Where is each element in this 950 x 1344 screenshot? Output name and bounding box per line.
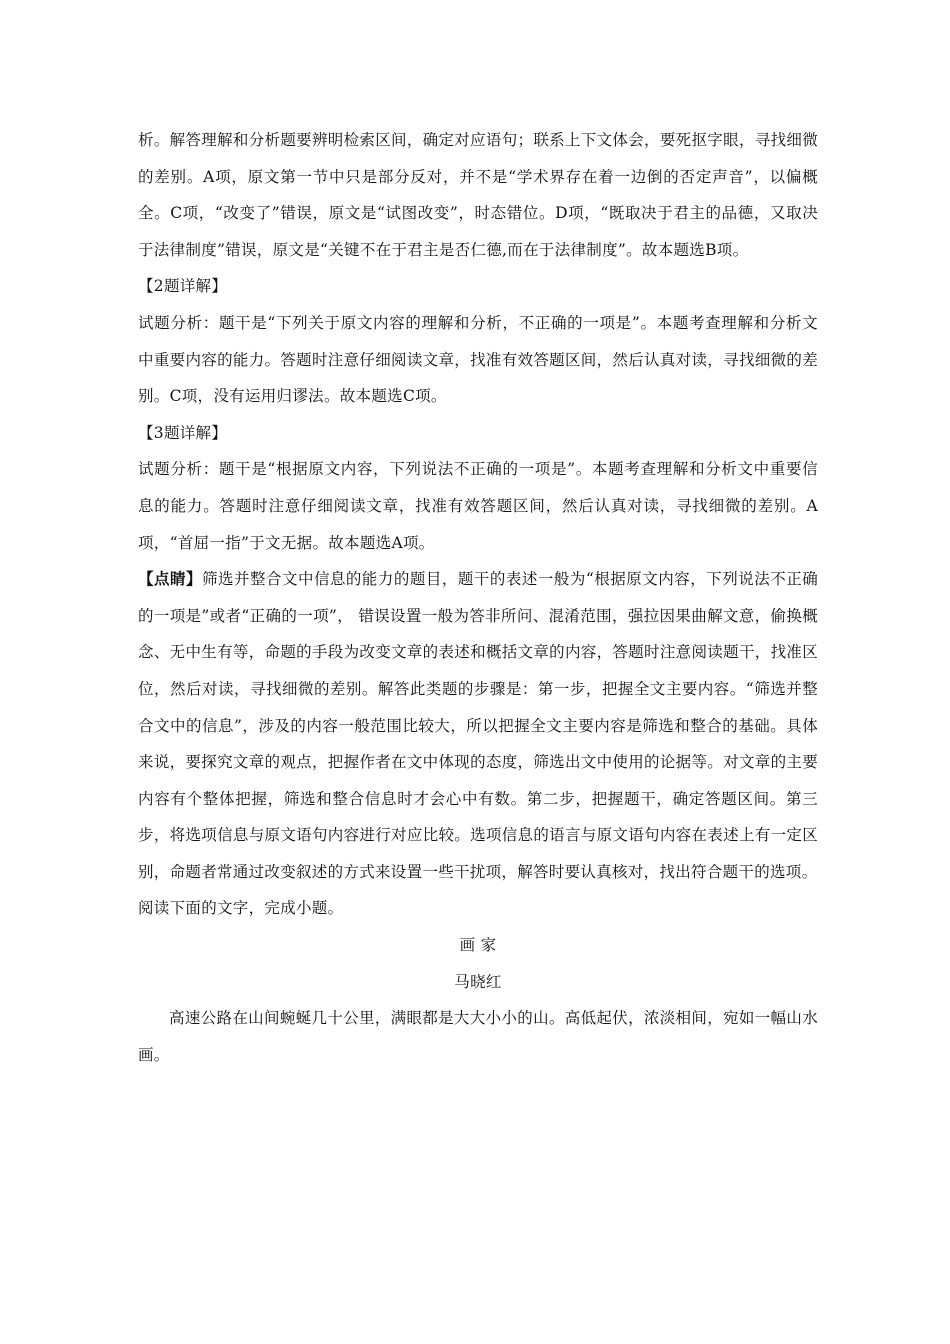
answer-analysis-1: 析。解答理解和分析题要辨明检索区间，确定对应语句；联系上下文体会，要死抠字眼，寻找细微的差别。A项，原文第一节中只是部分反对，并不是“学术界存在着一边倒的否定声音”，以偏概全。C项，“改变了”错误，原文是“试图改变”，时态错位。D项，“既取决于君主的品德，又取决于法律制度”错误，原文是“关键不在于君主是否仁德,而在于法律制度”。故本题选B项。 xyxy=(138,131,818,259)
story-title: 画 家 xyxy=(459,936,497,955)
tip-paragraph xyxy=(138,561,818,890)
tip-text: 筛选并整合文中信息的能力的题目，题干的表述一般为“根据原文内容，下列说法不正确的一项是”或者“正确的一项”， 错误设置一般为答非所问、混淆范围，强拉因果曲解文意，偷换概念、无中生有等，命题的手段为改变文章的表述和概括文章的内容，答题时注意阅读题干，找准区位，然后对读，寻找细微的差别。解答此类题的步骤是：第一步，把握全文主要内容。“筛选并整合文中的信息”，涉及的内容一般范围比较大，所以把握全文主要内容是筛选和整合的基础。具体来说，要探究文章的观点，把握作者在文中体现的态度，筛选出文中使用的论据等。对文章的主要内容有个整体把握，筛选和整合信息时才会心中有数。第二步，把握题干，确定答题区间。第三步，将选项信息与原文语句内容进行对应比较。选项信息的语言与原文语句内容在表述上有一定区别，命题者常通过改变叙述的方式来设置一些干扰项，解答时要认真核对，找出符合题干的选项。 xyxy=(138,570,818,881)
question-3-heading: 【3题详解】 xyxy=(138,423,228,442)
answer-analysis-2: 试题分析：题干是“下列关于原文内容的理解和分析，不正确的一项是”。本题考查理解和分析文中重要内容的能力。答题时注意仔细阅读文章，找准有效答题区间，然后认真对读，寻找细微的差别。C项，没有运用归谬法。故本题选C项。 xyxy=(138,313,818,406)
question-2-heading: 【2题详解】 xyxy=(138,277,228,296)
story-paragraph-1: 高速公路在山间蜿蜒几十公里，满眼都是大大小小的山。高低起伏，浓淡相间，宛如一幅山水画。 xyxy=(138,1009,818,1064)
document-body xyxy=(138,122,818,1073)
tip-label: 【点睛】 xyxy=(138,569,202,589)
answer-analysis-3: 试题分析：题干是“根据原文内容，下列说法不正确的一项是”。本题考查理解和分析文中重要信息的能力。答题时注意仔细阅读文章，找准有效答题区间，然后认真对读，寻找细微的差别。A项，“首屈一指”于文无据。故本题选A项。 xyxy=(138,460,818,552)
reading-instruction: 阅读下面的文字，完成小题。 xyxy=(138,899,344,918)
story-author: 马晓红 xyxy=(454,972,502,991)
